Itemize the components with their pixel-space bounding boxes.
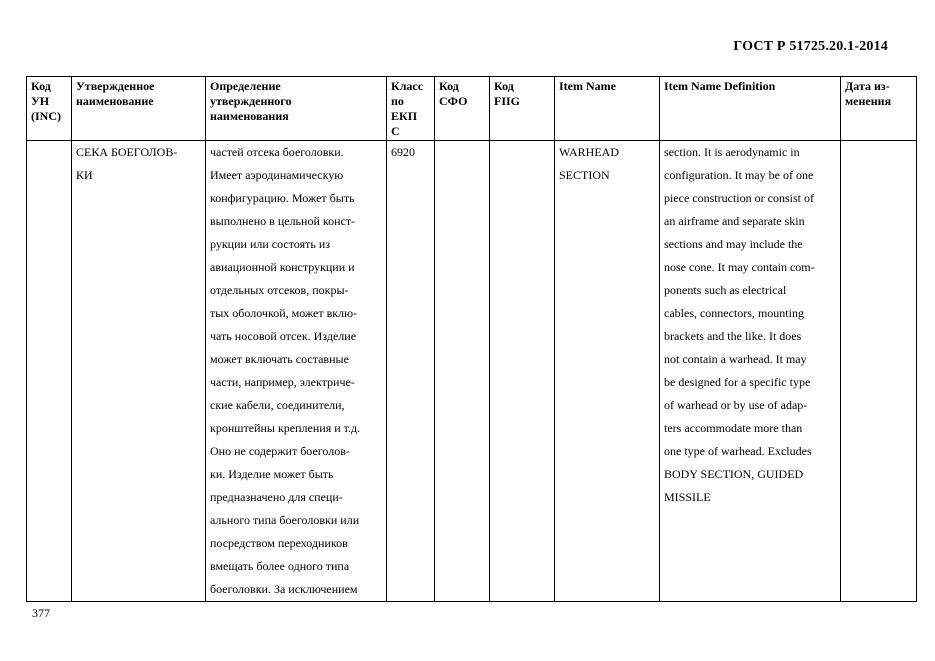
text-line: nose cone. It may contain com- (664, 260, 815, 274)
header-line: (INC) (31, 109, 61, 123)
text-line: ального типа боеголовки или (210, 513, 360, 527)
text-line: чать носовой отсек. Изделие (210, 329, 357, 343)
text-line: section. It is aerodynamic in (664, 145, 800, 159)
text-line: посредством переходников (210, 536, 348, 550)
header-line: Item Name Definition (664, 79, 776, 93)
header-line: Дата из- (845, 79, 890, 93)
text-line: СЕКА БОЕГОЛОВ- (76, 145, 178, 159)
text-line: not contain a warhead. It may (664, 352, 807, 366)
header-line: Класс (391, 79, 424, 93)
text-line: an airframe and separate skin (664, 214, 805, 228)
cell-ekps-class: 6920 (387, 141, 435, 602)
header-line: УН (31, 94, 50, 108)
cell-item-name (555, 141, 660, 602)
text-line: ters accommodate more than (664, 421, 803, 435)
cell-item-name-definition (660, 141, 841, 602)
header-line: утвержденного (210, 94, 292, 108)
text-line: может включать составные (210, 352, 349, 366)
col-header-item-name (555, 77, 660, 141)
col-header-sfo-code (435, 77, 490, 141)
cell-approved-name (72, 141, 206, 602)
text-line: MISSILE (664, 490, 711, 504)
text-line: авиационной конструкции и (210, 260, 355, 274)
col-header-inc (27, 77, 72, 141)
col-header-item-name-definition (660, 77, 841, 141)
text-line: one type of warhead. Excludes (664, 444, 812, 458)
text-line: WARHEAD (559, 145, 619, 159)
header-line: Код (31, 79, 51, 93)
text-line: конфигурацию. Может быть (210, 191, 355, 205)
text-line: be designed for a specific type (664, 375, 811, 389)
cell-inc (27, 141, 72, 602)
text-line: of warhead or by use of adap- (664, 398, 808, 412)
text-line: sections and may include the (664, 237, 803, 251)
header-line: менения (845, 94, 892, 108)
text-line: SECTION (559, 168, 610, 182)
table-row (27, 141, 917, 602)
text-line: предназначено для специ- (210, 490, 343, 504)
text-line: Имеет аэродинамическую (210, 168, 344, 182)
text-line: BODY SECTION, GUIDED (664, 467, 804, 481)
item-table (26, 76, 917, 602)
col-header-approved-name (72, 77, 206, 141)
text-line: configuration. It may be of one (664, 168, 814, 182)
text-line: боеголовки. За исключением (210, 582, 358, 596)
col-header-ekps-class (387, 77, 435, 141)
header-line: ЕКП (391, 109, 418, 123)
header-line: СФО (439, 94, 468, 108)
text-line: вмещать более одного типа (210, 559, 350, 573)
text-line: ки. Изделие может быть (210, 467, 334, 481)
header-line: FIIG (494, 94, 521, 108)
text-line: кронштейны крепления и т.д. (210, 421, 361, 435)
text-line: отдельных отсеков, покры- (210, 283, 349, 297)
text-line: piece construction or consist of (664, 191, 814, 205)
header-line: по (391, 94, 404, 108)
text-line: Оно не содержит боеголов- (210, 444, 350, 458)
document-code: ГОСТ Р 51725.20.1-2014 (733, 39, 888, 54)
header-line: Item Name (559, 79, 616, 93)
page-number: 377 (32, 606, 50, 620)
col-header-change-date (841, 77, 917, 141)
text-line: рукции или состоять из (210, 237, 330, 251)
text-line: ские кабели, соединители, (210, 398, 345, 412)
text-line: КИ (76, 168, 93, 182)
text-line: тых оболочкой, может вклю- (210, 306, 358, 320)
text-line: cables, connectors, mounting (664, 306, 804, 320)
header-line: С (391, 124, 400, 138)
header-line: наименование (76, 94, 154, 108)
cell-sfo-code (435, 141, 490, 602)
text-line: частей отсека боеголовки. (210, 145, 344, 159)
cell-change-date (841, 141, 917, 602)
header-line: Код (439, 79, 459, 93)
text-line: brackets and the like. It does (664, 329, 802, 343)
header-line: наименования (210, 109, 289, 123)
cell-fiig-code (490, 141, 555, 602)
header-line: Код (494, 79, 514, 93)
cell-definition (206, 141, 387, 602)
header-row (27, 77, 917, 141)
header-line: Определение (210, 79, 281, 93)
text-line: части, например, электриче- (210, 375, 355, 389)
header-line: Утвержденное (76, 79, 155, 93)
text-line: ponents such as electrical (664, 283, 787, 297)
col-header-fiig-code (490, 77, 555, 141)
text-line: выполнено в цельной конст- (210, 214, 356, 228)
col-header-definition (206, 77, 387, 141)
